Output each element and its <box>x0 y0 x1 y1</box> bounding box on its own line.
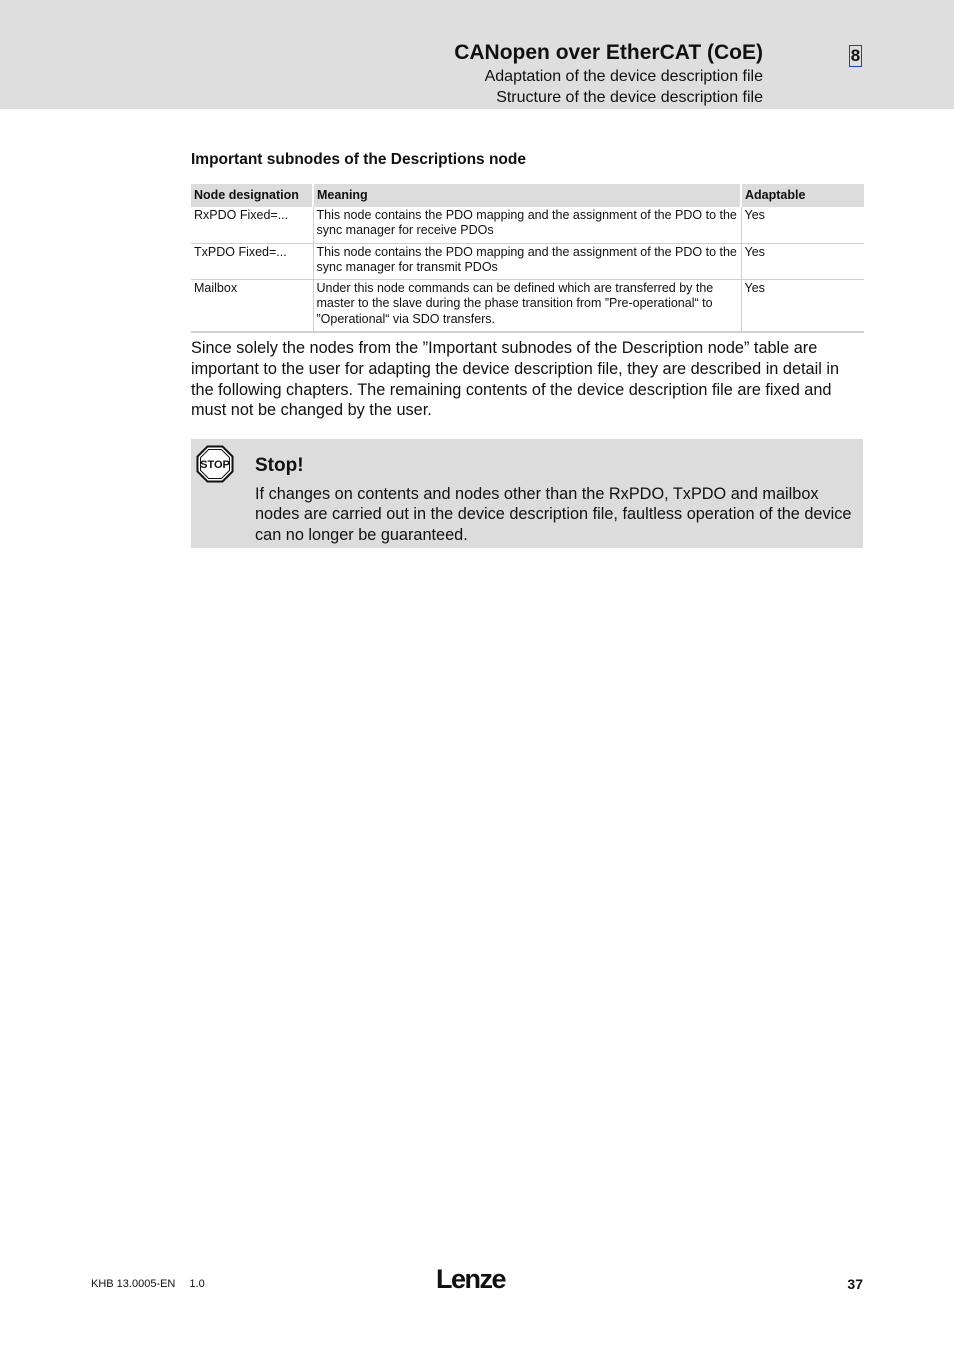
cell-meaning: This node contains the PDO mapping and the assignment of the PDO to the sync manager for transmit PDOs <box>313 243 741 280</box>
table-row <box>191 280 864 332</box>
stop-icon-label: STOP <box>200 459 230 471</box>
stop-sign-icon <box>196 445 234 483</box>
table-row <box>191 243 864 280</box>
section-subtitle: Adaptation of the device description file <box>484 68 763 85</box>
chapter-title: CANopen over EtherCAT (CoE) <box>454 41 763 64</box>
cell-node: TxPDO Fixed=... <box>191 243 313 280</box>
subsection-subtitle: Structure of the device description file <box>496 89 763 106</box>
footer-version: 1.0 <box>189 1278 205 1290</box>
stop-title: Stop! <box>255 455 304 476</box>
table-heading: Important subnodes of the Descriptions node <box>191 151 526 168</box>
cell-node: RxPDO Fixed=... <box>191 207 313 243</box>
cell-adaptable: Yes <box>741 280 864 332</box>
cell-adaptable: Yes <box>741 243 864 280</box>
subnodes-table <box>191 184 864 333</box>
column-header-node: Node designation <box>191 184 313 207</box>
chapter-number-link[interactable]: 8 <box>850 46 861 65</box>
table-header-row <box>191 184 864 207</box>
page-number: 37 <box>847 1276 863 1292</box>
table-row <box>191 207 864 243</box>
column-header-meaning: Meaning <box>313 184 741 207</box>
body-paragraph: Since solely the nodes from the ”Important subnodes of the Description node” table are important to the user for adapting the device description file, they are described in detail in the following chapters. The remaining contents of the device description file are fixed and must not be changed by the user. <box>191 339 840 420</box>
footer-doc-number: KHB 13.0005-EN <box>91 1278 176 1290</box>
lenze-logo: Lenze <box>436 1264 506 1294</box>
column-header-adaptable: Adaptable <box>741 184 864 207</box>
footer-document-id <box>91 1278 205 1290</box>
cell-adaptable: Yes <box>741 207 864 243</box>
cell-node: Mailbox <box>191 280 313 332</box>
cell-meaning: This node contains the PDO mapping and the assignment of the PDO to the sync manager for receive PDOs <box>313 207 741 243</box>
cell-meaning: Under this node commands can be defined which are transferred by the master to the slave during the phase transition from ”Pre-operational“ to ”Operational“ via SDO transfers. <box>313 280 741 332</box>
stop-note <box>191 439 863 548</box>
stop-text: If changes on contents and nodes other than the RxPDO, TxPDO and mailbox nodes are carried out in the device description file, faultless operation of the device can no longer be guaranteed. <box>255 485 852 544</box>
